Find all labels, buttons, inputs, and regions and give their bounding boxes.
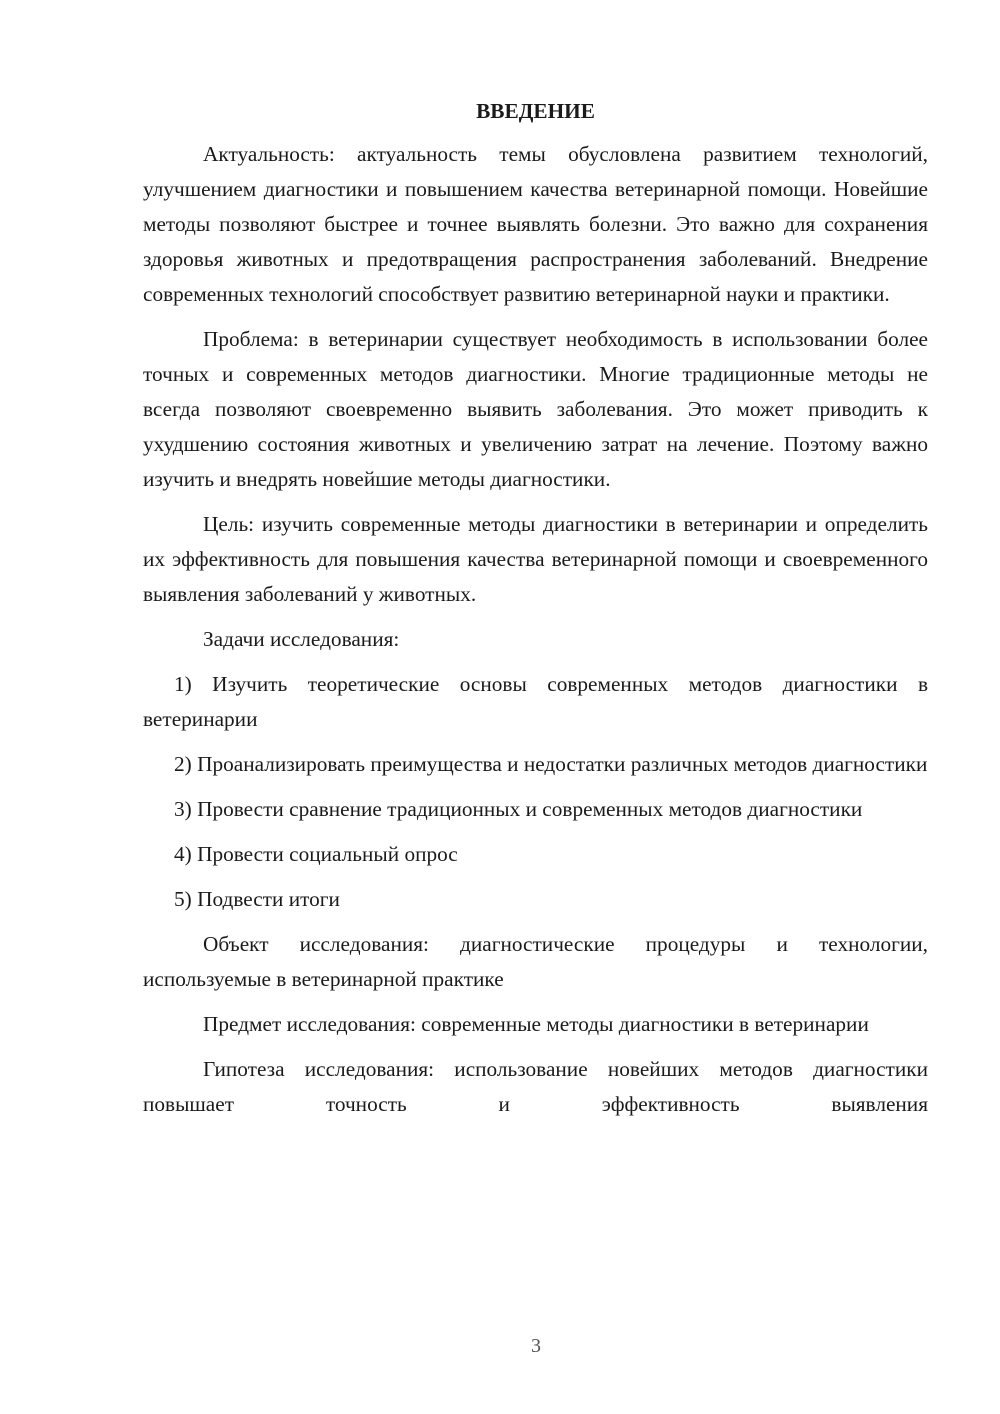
paragraph-tasks-heading: Задачи исследования: — [203, 627, 400, 651]
page-title: ВВЕДЕНИЕ — [476, 99, 595, 123]
task-item-3: 3) Провести сравнение традиционных и современных методов диагностики — [174, 797, 863, 821]
paragraph-subject: Предмет исследования: современные методы диагностики в ветеринарии — [203, 1012, 869, 1036]
task-item-1: 1) Изучить теоретические основы современных методов диагностики в ветеринарии — [143, 672, 928, 731]
page-number: 3 — [531, 1335, 541, 1357]
task-item-2: 2) Проанализировать преимущества и недостатки различных методов диагностики — [174, 752, 928, 776]
paragraph-goal: Цель: изучить современные методы диагностики в ветеринарии и определить их эффективность для повышения качества ветеринарной помощи и своевременного выявления заболеваний у животных. — [143, 512, 928, 606]
paragraph-problem: Проблема: в ветеринарии существует необходимость в использовании более точных и современных методов диагностики. Многие традиционные методы не всегда позволяют своевременно выявить заболевания. Это может приводить к ухудшению состояния животных и увеличению затрат на лечение. Поэтому важно изучить и внедрять новейшие методы диагностики. — [143, 327, 928, 491]
task-item-5: 5) Подвести итоги — [174, 887, 340, 911]
paragraph-object: Объект исследования: диагностические процедуры и технологии, используемые в ветеринарной практике — [143, 932, 928, 991]
paragraph-hypothesis: Гипотеза исследования: использование новейших методов диагностики повышает точность и эффективность выявления — [143, 1057, 928, 1116]
paragraph-relevance: Актуальность: актуальность темы обусловлена развитием технологий, улучшением диагностики и повышением качества ветеринарной помощи. Новейшие методы позволяют быстрее и точнее выявлять болезни. Это важно для сохранения здоровья животных и предотвращения распространения заболеваний. Внедрение современных технологий способствует развитию ветеринарной науки и практики. — [143, 142, 928, 306]
document-page — [143, 96, 928, 1132]
task-item-4: 4) Провести социальный опрос — [174, 842, 458, 866]
